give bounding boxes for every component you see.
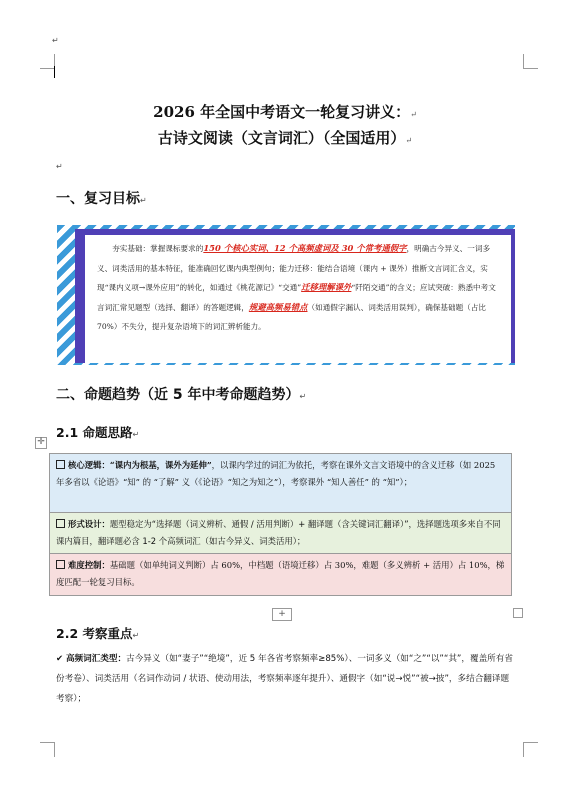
check-icon: ✔ bbox=[56, 654, 64, 664]
paragraph-mark: ↵ bbox=[410, 110, 417, 119]
goals-framed-box bbox=[57, 225, 515, 365]
focus-paragraph[interactable] bbox=[56, 649, 516, 709]
paragraph-mark: ↵ bbox=[140, 196, 147, 205]
page-corner-bottom-left bbox=[40, 742, 55, 757]
row-text: 基础题（如单纯词义判断）占 60%，中档题（语境迁移）占 30%，难题（多义辨析 + 活用）占 10%，梯度匹配一轮复习目标。 bbox=[56, 560, 505, 587]
row-label: 核心逻辑： bbox=[68, 460, 110, 470]
section-heading-text: 二、命题趋势（近 5 年中考命题趋势） bbox=[56, 387, 300, 403]
goals-text: （如通假字漏认、词类活用误判），确保基础题（占比 70%）不失分，提升复杂语境下的词汇辨析能力。 bbox=[97, 302, 486, 332]
subsection-heading-text: 2.2 考察重点 bbox=[56, 626, 133, 641]
table-move-handle-icon[interactable]: ✛ bbox=[35, 437, 47, 449]
subsection-heading-focus[interactable] bbox=[56, 624, 139, 642]
table-row[interactable] bbox=[49, 553, 512, 596]
checkbox-icon bbox=[56, 519, 65, 528]
section-heading-trends[interactable] bbox=[56, 384, 306, 404]
goals-emphasis: 规避高频易错点 bbox=[248, 301, 308, 312]
document-title-line1[interactable] bbox=[60, 101, 510, 122]
goals-text: “阡陌交通”的含义；应试突破：熟悉中考文言词汇常见题型（选择、翻译）的答题逻辑， bbox=[97, 283, 496, 312]
goals-paragraph bbox=[85, 235, 511, 337]
title-line1-text: 2026 年全国中考语文一轮复习讲义： bbox=[153, 103, 411, 121]
goals-purple-frame bbox=[75, 229, 515, 363]
table-row[interactable] bbox=[49, 512, 512, 553]
row-emphasis: “课内为根基，课外为延伸” bbox=[109, 460, 212, 470]
goals-text: ，明确古今异义、一词多义、词类活用的基本特征，能准确回忆课内典型例句；能力迁移：能结合语境（课内 + 课外）推断文言词汇含义，实现“课内义项→课外应用”的转化，如通过《桃花源记》“交通” bbox=[97, 244, 491, 293]
table-resize-handle-icon[interactable] bbox=[513, 608, 523, 618]
goals-text: 夯实基础：掌握课标要求的 bbox=[112, 244, 204, 253]
row-text: ，以课内学过的词汇为依托，考察在课外文言文语境中的含义迁移（如 2025 年多省以《论语》“知” 的 “了解” 义（《论语》“知之为知之”），考察课外 “知人善任” 的 “知”）； bbox=[56, 460, 496, 487]
table-row[interactable] bbox=[49, 453, 512, 512]
paragraph-mark: ↵ bbox=[405, 136, 413, 145]
section-heading-goals[interactable] bbox=[56, 188, 147, 208]
paragraph-mark: ↵ bbox=[52, 36, 59, 45]
title-line2-text: 古诗文阅读（文言词汇）（全国适用） bbox=[157, 129, 406, 147]
paragraph-mark: ↵ bbox=[132, 430, 140, 439]
paragraph-mark: ↵ bbox=[299, 392, 307, 401]
goals-emphasis: 迁移理解课外 bbox=[301, 282, 352, 293]
page-corner-top-right bbox=[523, 54, 538, 69]
document-title-line2[interactable] bbox=[60, 127, 510, 148]
paragraph-mark: ↵ bbox=[132, 631, 140, 640]
page-corner-top-left bbox=[40, 54, 55, 69]
goals-text-area[interactable] bbox=[85, 235, 511, 363]
row-label: 难度控制： bbox=[68, 560, 110, 570]
subsection-heading-text: 2.1 命题思路 bbox=[56, 425, 133, 440]
section-heading-text: 一、复习目标 bbox=[56, 191, 140, 207]
trend-table bbox=[49, 453, 512, 596]
subsection-heading-approach[interactable] bbox=[56, 423, 139, 441]
page-corner-bottom-right bbox=[523, 742, 538, 757]
text-cursor bbox=[54, 66, 55, 78]
checkbox-icon bbox=[56, 560, 65, 569]
paragraph-mark: ↵ bbox=[56, 162, 63, 171]
checkbox-icon bbox=[56, 460, 65, 469]
add-table-row-button[interactable]: + bbox=[272, 608, 292, 621]
focus-label: 高频词汇类型： bbox=[65, 654, 127, 664]
row-text: 题型稳定为“选择题（词义辨析、通假 / 活用判断）+ 翻译题（含关键词汇翻译）”，选择题选项多来自不同课内篇目，翻译题必含 1-2 个高频词汇（如古今异义、词类活用）； bbox=[56, 519, 501, 546]
row-label: 形式设计： bbox=[68, 519, 110, 529]
focus-text: 古今异义（如“妻子”“绝境”，近 5 年各省考察频率≥85%）、一词多义（如“之”“以”“其”，覆盖所有省份考卷）、词类活用（名词作动词 / 状语、使动用法，考察频率逐年提升）、通假字（如“说→悦”“被→披”，多结合翻译题考察）； bbox=[56, 654, 513, 704]
goals-emphasis: 150 个核心实词、12 个高频虚词及 30 个常考通假字 bbox=[203, 243, 407, 253]
